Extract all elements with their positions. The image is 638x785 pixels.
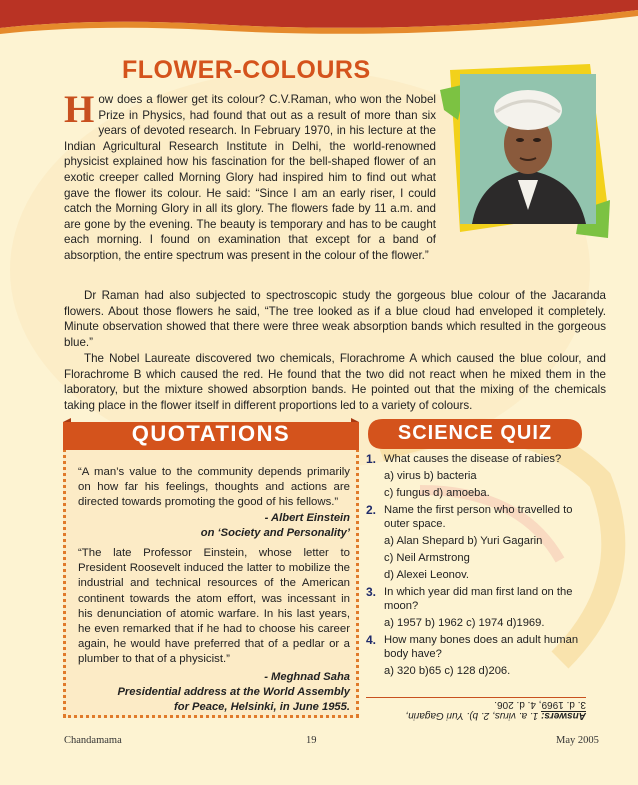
footer-page-number: 19 xyxy=(306,735,317,746)
footer-issue-date: May 2005 xyxy=(556,735,599,746)
answers-line-1-text: 1. a. virus, 2. b). Yuri Gagarin, xyxy=(405,710,541,721)
einstein-author: - Albert Einstein xyxy=(264,512,350,524)
quiz-number: 2. xyxy=(366,503,377,517)
answers-line-1 xyxy=(366,710,586,721)
science-quiz-list xyxy=(366,452,586,680)
quiz-question: Name the first person who travelled to outer space. xyxy=(384,504,573,530)
quiz-item-2 xyxy=(366,503,586,582)
quiz-item-4 xyxy=(366,633,586,678)
quiz-option-line: c) fungus d) amoeba. xyxy=(384,487,490,499)
saha-source-line-1: Presidential address at the World Assembly xyxy=(117,686,350,698)
saha-source-line-2: for Peace, Helsinki, in June 1955. xyxy=(174,701,350,713)
quiz-option-line: a) Alan Shepard b) Yuri Gagarin xyxy=(384,535,543,547)
quotations-heading: QUOTATIONS xyxy=(131,421,291,446)
body-paragraph-3: The Nobel Laureate discovered two chemicals, Florachrome A which caused the blue colour, and Florachrome B which caused the red. He found that the two did not react when he mixed them in the laboratory, but the mixture showed absorption bands. He pointed out that the mixing of the chemicals taking place in the flower itself in different proportions led to a variety of colours. xyxy=(64,352,606,412)
einstein-source: on ‘Society and Personality’ xyxy=(200,527,350,539)
quiz-option-line: c) Neil Armstrong xyxy=(384,552,470,564)
quotations-box xyxy=(63,424,359,718)
quiz-option-line: a) 1957 b) 1962 c) 1974 d)1969. xyxy=(384,617,545,629)
quotations-banner xyxy=(63,418,359,454)
quiz-number: 3. xyxy=(366,585,377,599)
intro-text: ow does a flower get its colour? C.V.Raman, who won the Nobel Prize in Physics, had found that out as a result of more than six years of devoted research. In February 1970, in his lecture at the Indian Agricultural Research Institute in Delhi, the world-renowned physicist explained how his fascination for the bell-shaped flower of an exotic creeper called Morning Glory had inspired him to find out what gave the flower its colour. He said: “Since I am an early riser, I could catch the Morning Glory in all its glory. The flowers fade by 11 a.m. and are gone by the evening. The beauty is temporary and has to be caught each morning. I found on examination that except for a band of absorption, the entire spectrum was present in the colour of the flower.” xyxy=(64,93,436,262)
footer-magazine-name: Chandamama xyxy=(64,735,122,746)
saha-author: - Meghnad Saha xyxy=(264,671,350,683)
body-paragraph-2: Dr Raman had also subjected to spectroscopic study the gorgeous blue colour of the Jacaranda flowers. About those flowers he said, “The tree looked as if a blue cloud had enveloped it completely. Minute observation showed that there were three weak absorption bands which resulted in the gorgeous blue.” xyxy=(64,289,606,349)
quiz-option-line: d) Alexei Leonov. xyxy=(384,569,469,581)
quiz-number: 1. xyxy=(366,452,377,466)
science-quiz-banner xyxy=(366,417,584,451)
quiz-answers-upside-down xyxy=(366,697,586,724)
portrait-photo xyxy=(440,60,612,238)
quiz-question: What causes the disease of rabies? xyxy=(384,453,562,465)
quiz-option-line: a) 320 b)65 c) 128 d)206. xyxy=(384,665,511,677)
science-quiz-heading: SCIENCE QUIZ xyxy=(397,422,553,444)
quiz-question: How many bones does an adult human body have? xyxy=(384,634,579,660)
quiz-number: 4. xyxy=(366,633,377,647)
saha-quote: “The late Professor Einstein, whose letter to President Roosevelt induced the latter to mobilize the industrial and technical resources of the American continent towards the atom effort, was incessant in his denunciation of atomic warfare. In his last years, he even remarked that if he had to choose his career again, he would have preferred that of a pedlar or a plumber to that of a physicist.” xyxy=(78,547,350,666)
einstein-quote: “A man’s value to the community depends primarily on how far his feelings, thoughts and actions are directed towards promoting the good of his fellows.” xyxy=(78,466,350,509)
quiz-option-line: a) virus b) bacteria xyxy=(384,470,477,482)
answers-label: Answers: xyxy=(540,710,586,721)
article-title: FLOWER-COLOURS xyxy=(122,56,371,84)
drop-cap: H xyxy=(64,88,95,131)
answers-line-2: 3. d. 1969, 4. d. 206. xyxy=(494,699,586,710)
intro-paragraph xyxy=(64,88,436,264)
quiz-question: In which year did man first land on the moon? xyxy=(384,586,573,612)
quiz-item-3 xyxy=(366,585,586,630)
quiz-item-1 xyxy=(366,452,586,500)
